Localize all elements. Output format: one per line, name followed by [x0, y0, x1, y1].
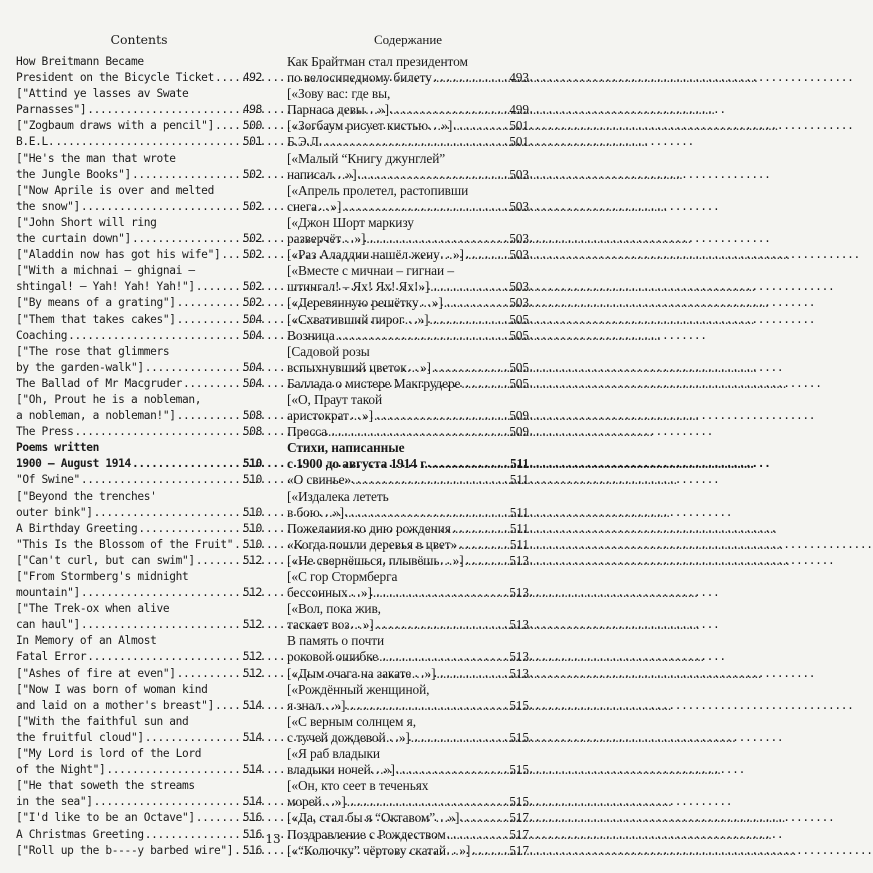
toc-entry-title-line: [«Зогбаум рисует кистью…»]: [287, 118, 453, 134]
toc-page-number: 511: [509, 456, 529, 472]
toc-page-number: 499: [509, 102, 529, 118]
toc-page-number: 512: [242, 586, 262, 600]
toc-entry-title-line: the fruitful cloud"]: [16, 730, 144, 744]
toc-entry: [16, 295, 262, 311]
toc-entry-title-line: вспыхнувший цветок…»]: [287, 359, 431, 375]
toc-page-number: 502: [242, 167, 262, 181]
dot-leader: [453, 118, 508, 134]
dot-leader: [55, 134, 242, 150]
toc-page-number: 500: [242, 119, 262, 133]
toc-entry-title-line: ["My Lord is lord of the Lord: [16, 747, 202, 761]
toc-entry: [287, 424, 529, 440]
toc-entry: [287, 778, 529, 810]
toc-entry-title-line: outer bink"]: [16, 505, 93, 519]
dot-leader: [374, 408, 508, 424]
toc-entry: [287, 537, 529, 553]
toc-entry: [287, 569, 529, 601]
toc-entry-title-line: Fatal Error: [16, 650, 87, 664]
dot-leader: [94, 505, 242, 521]
toc-page-number: 503: [509, 279, 529, 295]
toc-page-number: 503: [509, 198, 529, 214]
toc-page-number: 504: [242, 328, 262, 342]
toc-entry-title-line: ["Ashes of fire at even"]: [16, 666, 176, 680]
toc-entry: [16, 183, 262, 215]
toc-entry-title-line: A Birthday Greeting: [16, 521, 138, 535]
toc-entry-title-line: Пожелания ко дню рождения: [287, 520, 451, 536]
toc-entry: [287, 151, 529, 183]
toc-entry: [16, 215, 262, 247]
toc-entry-title-line: of the Night"]: [16, 763, 106, 777]
contents-column-english: [16, 30, 262, 859]
toc-entry: [287, 472, 529, 488]
toc-entry-title-line: с тучей дождевой…»]: [287, 729, 410, 745]
toc-page-number: 513: [509, 585, 529, 601]
toc-entry-title-line: ["By means of a grating"]: [16, 296, 176, 310]
toc-entry-title-line: ["The Trek-ox when alive: [16, 602, 170, 616]
toc-entry: [16, 472, 262, 488]
toc-page-number: 505: [509, 375, 529, 391]
toc-entry-title-line: and laid on a mother's breast"]: [16, 698, 214, 712]
toc-entry-title-line: Как Брайтман стал президентом: [287, 54, 468, 69]
toc-entry-title-line: by the garden-walk"]: [16, 360, 144, 374]
toc-entry-title-line: ["He's the man that wrote: [16, 151, 176, 165]
toc-entry-title-line: роковой ошибке: [287, 649, 379, 665]
dot-leader: [352, 472, 509, 488]
toc-entry-title-line: ["I'd like to be an Octave"]: [16, 811, 195, 825]
toc-entry-title-line: [«Он, кто сеет в теченьях: [287, 778, 429, 794]
dot-leader: [215, 70, 242, 86]
toc-entry-title-line: ["Now Aprile is over and melted: [16, 183, 214, 197]
toc-entry-title-line: Parnasses"]: [16, 103, 87, 117]
dot-leader: [177, 295, 242, 311]
toc-entry-title-line: ["He that soweth the streams: [16, 779, 195, 793]
toc-entry-title-line: ["Roll up the b----y barbed wire"]: [16, 843, 234, 857]
toc-entry-title-line: ["Them that takes cakes"]: [16, 312, 176, 326]
toc-entry-title-line: [«Схвативший пирог…»]: [287, 311, 429, 327]
toc-entry: [287, 312, 529, 328]
toc-entry: [16, 569, 262, 601]
toc-entry-title-line: Стихи, написанные: [287, 440, 405, 456]
toc-entry-title-line: The Press: [16, 425, 74, 439]
toc-entry-title-line: [«Вместе с мичнаи – гигнаи –: [287, 263, 454, 279]
toc-page-number: 511: [509, 536, 529, 552]
toc-entry-title-line: владыки ночей…»]: [287, 762, 395, 778]
toc-entry: [16, 778, 262, 810]
toc-entry-title-line: «О свинье»: [287, 472, 352, 488]
dot-leader: [87, 102, 242, 118]
dot-leader: [328, 424, 508, 440]
toc-page-number: 514: [242, 763, 262, 777]
toc-entry-title-line: [Садовой розы: [287, 343, 370, 359]
toc-page-number: 504: [242, 312, 262, 326]
toc-page-number: 516: [242, 843, 262, 857]
toc-entry-title-line: написал…»]: [287, 166, 357, 182]
toc-entry-title-line: The Ballad of Mr Macgruder: [16, 376, 183, 390]
toc-entry-title-line: Баллада о мистере Макгрудере: [287, 375, 461, 391]
toc-page-number: 493: [509, 70, 529, 86]
toc-entry-title-line: бессонных…»]: [287, 585, 372, 601]
toc-entry: [16, 810, 262, 826]
toc-entry-title-line: ["With a michnai – ghignai –: [16, 264, 195, 278]
toc-page-number: 508: [242, 409, 262, 423]
toc-entry-title-line: с 1900 до августа 1914 г.: [287, 456, 428, 472]
toc-entry-title-line: ["With the faithful sun and: [16, 714, 189, 728]
dot-leader: [432, 360, 508, 376]
toc-page-number: 501: [509, 134, 529, 150]
toc-entry-title-line: снега…»]: [287, 198, 342, 214]
toc-entry: [287, 810, 529, 826]
toc-page-number: 505: [509, 359, 529, 375]
toc-entry: [16, 328, 262, 344]
dot-leader: [74, 424, 241, 440]
toc-page-number: 502: [242, 232, 262, 246]
dot-leader: [346, 698, 508, 714]
dot-leader: [336, 328, 509, 344]
toc-page-number: 517: [509, 810, 529, 826]
toc-entry: [16, 666, 262, 682]
toc-page-number: 503: [509, 295, 529, 311]
page-number: 13: [265, 832, 281, 846]
toc-entry: [16, 263, 262, 295]
toc-page-number: 505: [509, 311, 529, 327]
toc-entry: [16, 118, 262, 134]
dot-leader: [345, 505, 509, 521]
dot-leader: [138, 521, 242, 537]
toc-entry: [287, 344, 529, 376]
toc-entry-title-line: [«Зову вас: где вы,: [287, 86, 391, 102]
toc-entry-title-line: [«О, Праут такой: [287, 391, 383, 407]
dot-leader: [145, 360, 242, 376]
dot-leader: [358, 167, 509, 183]
toc-entry-title-line: аристократ…»]: [287, 408, 374, 424]
toc-page-number: 492: [242, 71, 262, 85]
toc-entry: [16, 746, 262, 778]
dot-leader: [132, 231, 242, 247]
toc-entry: [16, 392, 262, 424]
dot-leader: [81, 472, 242, 488]
toc-page-number: 510: [242, 457, 262, 471]
toc-page-number: 503: [509, 231, 529, 247]
dot-leader: [429, 456, 509, 472]
toc-page-number: 513: [509, 617, 529, 633]
toc-entry: [16, 424, 262, 440]
toc-entry: [16, 553, 262, 569]
toc-entry-title-line: [«Рождённый женщиной,: [287, 681, 430, 697]
dot-leader: [347, 794, 508, 810]
toc-entry: [287, 376, 529, 392]
toc-page-number: 514: [242, 730, 262, 744]
toc-entry-title-line: B.E.L.: [16, 135, 55, 149]
entry-list: [16, 54, 262, 859]
toc-page-number: 514: [242, 795, 262, 809]
toc-entry: [287, 746, 529, 778]
toc-page-number: 503: [509, 247, 529, 263]
dot-leader: [366, 231, 508, 247]
toc-entry-title-line: [«Апрель пролетел, растопивши: [287, 182, 469, 198]
toc-entry: [287, 682, 529, 714]
toc-entry-title-line: ["Oh, Prout he is a nobleman,: [16, 392, 202, 406]
dot-leader: [461, 376, 508, 392]
toc-page-number: 512: [242, 666, 262, 680]
toc-entry-title-line: [«С гор Стормберга: [287, 569, 398, 584]
dot-leader: [196, 810, 242, 826]
dot-leader: [323, 134, 508, 150]
toc-entry-title-line: ["Now I was born of woman kind: [16, 682, 208, 696]
toc-page-number: 502: [242, 280, 262, 294]
toc-entry-title-line: [«Вол, пока жив,: [287, 601, 381, 617]
toc-entry: [287, 633, 529, 665]
toc-entry: [16, 489, 262, 521]
dot-leader: [196, 553, 242, 569]
dot-leader: [465, 553, 509, 569]
toc-entry-title-line: [«“Колючку” чёртову скатай…»]: [287, 842, 471, 858]
toc-entry-title-line: [«Раз Аладдин нашёл жену…»]: [287, 247, 464, 263]
toc-entry: [16, 151, 262, 183]
toc-page-number: 510: [242, 505, 262, 519]
contents-heading: Contents: [110, 32, 168, 47]
dot-leader: [444, 295, 508, 311]
dot-leader: [375, 617, 509, 633]
toc-entry-title-line: ["From Stormberg's midnight: [16, 570, 189, 583]
dot-leader: [433, 70, 508, 86]
entry-list: [287, 54, 529, 859]
dot-leader: [81, 585, 242, 601]
toc-entry: [287, 183, 529, 215]
dot-leader: [234, 537, 242, 553]
toc-entry: [287, 247, 529, 263]
toc-entry: [16, 312, 262, 328]
toc-page-number: 513: [509, 649, 529, 665]
toc-entry-title-line: [«Не свернёшься, плывёшь…»]: [287, 552, 464, 568]
toc-entry-title-line: [«Я раб владыки: [287, 746, 380, 762]
dot-leader: [106, 762, 241, 778]
dot-leader: [215, 698, 242, 714]
dot-leader: [430, 279, 508, 295]
toc-entry: [287, 295, 529, 311]
toc-page-number: 517: [509, 826, 529, 842]
toc-page-number: 516: [242, 811, 262, 825]
toc-entry-title-line: the snow"]: [16, 199, 80, 213]
toc-page-number: 502: [242, 199, 262, 213]
toc-entry: [287, 440, 529, 472]
toc-page-number: 498: [242, 103, 262, 117]
dot-leader: [215, 118, 242, 134]
toc-entry-title-line: ["Zogbaum draws with a pencil"]: [16, 119, 214, 133]
toc-entry-title-line: Поздравление с Рождеством: [287, 826, 446, 842]
toc-entry: [287, 392, 529, 424]
dot-leader: [430, 312, 509, 328]
toc-entry-title-line: ["Can't curl, but can swim"]: [16, 553, 195, 567]
toc-page-number: 511: [509, 504, 529, 520]
toc-page-number: 513: [509, 665, 529, 681]
toc-entry-title-line: ["John Short will ring: [16, 215, 157, 229]
toc-entry-title-line: Coaching: [16, 328, 68, 342]
toc-entry-title-line: Б.Э.Л.: [287, 134, 323, 150]
toc-entry: [16, 440, 262, 472]
dot-leader: [81, 617, 242, 633]
toc-entry: [16, 247, 262, 263]
toc-entry-title-line: Poems written: [16, 441, 100, 455]
toc-entry-title-line: я знал…»]: [287, 697, 346, 713]
toc-entry: [287, 263, 529, 295]
dot-leader: [177, 312, 242, 328]
toc-page-number: 504: [242, 360, 262, 374]
toc-entry: [16, 714, 262, 746]
toc-entry: [16, 521, 262, 537]
toc-entry-title-line: the curtain down"]: [16, 232, 131, 246]
dot-leader: [68, 328, 242, 344]
toc-entry-title-line: таскает воз…»]: [287, 617, 374, 633]
toc-page-number: 502: [242, 248, 262, 262]
dot-leader: [87, 649, 242, 665]
dot-leader: [460, 810, 508, 826]
toc-entry: [16, 601, 262, 633]
contents-column-russian: [287, 30, 529, 859]
toc-entry-title-line: [«Деревянную решётку…»]: [287, 295, 443, 311]
toc-entry: [16, 633, 262, 665]
toc-entry: [287, 666, 529, 682]
toc-page-number: 511: [509, 472, 529, 488]
toc-entry-title-line: [«С верным солнцем я,: [287, 713, 416, 729]
dot-leader: [177, 408, 242, 424]
toc-entry: [16, 376, 262, 392]
toc-entry-title-line: shtingal! – Yah! Yah! Yah!"]: [16, 280, 195, 294]
toc-entry-title-line: [«Дым очага на закате…»]: [287, 665, 436, 681]
toc-page-number: 501: [242, 135, 262, 149]
toc-entry-title-line: "Of Swine": [16, 473, 80, 487]
toc-entry-title-line: ["Aladdin now has got his wife"]: [16, 248, 221, 262]
toc-entry-title-line: в бою…»]: [287, 504, 344, 520]
toc-entry-title-line: President on the Bicycle Ticket: [16, 71, 214, 85]
toc-entry-title-line: "This Is the Blossom of the Fruit": [16, 537, 234, 551]
toc-entry: [287, 714, 529, 746]
toc-page-number: 510: [242, 537, 262, 551]
toc-entry-title-line: a nobleman, a nobleman!"]: [16, 409, 176, 423]
dot-leader: [132, 167, 242, 183]
toc-entry-title-line: How Breitmann Became: [16, 55, 144, 68]
toc-entry-title-line: по велосипедному билету: [287, 70, 432, 86]
toc-page-number: 516: [242, 827, 262, 841]
toc-page-number: 510: [242, 521, 262, 535]
dot-leader: [396, 762, 508, 778]
toc-entry-title-line: Возница: [287, 327, 335, 343]
toc-entry: [16, 682, 262, 714]
toc-entry-title-line: [«Малый “Книгу джунглей”: [287, 150, 446, 166]
toc-entry: [287, 553, 529, 569]
toc-entry: [287, 601, 529, 633]
toc-entry-title-line: штингал! – Ях! Ях! Ях!»]: [287, 279, 430, 295]
toc-page-number: 514: [242, 698, 262, 712]
toc-entry-title-line: A Christmas Greeting: [16, 827, 144, 841]
toc-entry: [16, 344, 262, 376]
toc-entry-title-line: В память о почти: [287, 633, 385, 649]
toc-entry-title-line: «Когда пошли деревья в цвет»: [287, 536, 458, 552]
toc-entry: [287, 118, 529, 134]
dot-leader: [458, 537, 509, 553]
toc-page-number: 515: [509, 794, 529, 810]
toc-entry-title-line: ["The rose that glimmers: [16, 344, 170, 358]
toc-page-number: 509: [509, 424, 529, 440]
dot-leader: [465, 247, 508, 263]
toc-entry-title-line: in the sea"]: [16, 795, 93, 809]
toc-page-number: 512: [242, 553, 262, 567]
dot-leader: [373, 585, 508, 601]
toc-page-number: 502: [242, 296, 262, 310]
toc-entry: [287, 521, 529, 537]
dot-leader: [390, 102, 508, 118]
dot-leader: [221, 247, 241, 263]
toc-page-number: 512: [242, 618, 262, 632]
toc-page-number: 511: [509, 520, 529, 536]
toc-page-number: 510: [242, 473, 262, 487]
dot-leader: [452, 521, 509, 537]
dot-leader: [81, 199, 242, 215]
dot-leader: [177, 666, 242, 682]
toc-page-number: 513: [509, 552, 529, 568]
toc-entry-title-line: ["Attind ye lasses av Swate: [16, 87, 189, 101]
toc-page-number: 517: [509, 842, 529, 858]
toc-entry-title-line: [«Издалека лететь: [287, 488, 389, 504]
toc-entry: [287, 54, 529, 86]
toc-entry: [287, 86, 529, 118]
toc-page-number: 505: [509, 327, 529, 343]
toc-entry: [16, 54, 262, 86]
dot-leader: [94, 794, 242, 810]
toc-entry-title-line: the Jungle Books"]: [16, 167, 131, 181]
contents-heading-russian: Содержание: [373, 32, 443, 47]
dot-leader: [183, 376, 242, 392]
toc-page-number: 504: [242, 376, 262, 390]
toc-entry-title-line: In Memory of an Almost: [16, 634, 157, 648]
toc-page-number: 515: [509, 729, 529, 745]
toc-entry-title-line: mountain"]: [16, 586, 80, 600]
toc-entry-title-line: разверчёт…»]: [287, 231, 366, 247]
dot-leader: [411, 730, 508, 746]
toc-page-number: 501: [509, 118, 529, 134]
toc-page-number: 512: [242, 650, 262, 664]
toc-entry-title-line: Пресса: [287, 424, 328, 440]
toc-entry-title-line: ["Beyond the trenches': [16, 489, 157, 503]
toc-entry-title-line: Парнаса девы…»]: [287, 102, 389, 118]
toc-entry: [287, 215, 529, 247]
toc-entry: [16, 134, 262, 150]
toc-page-number: 509: [509, 408, 529, 424]
dot-leader: [196, 279, 242, 295]
toc-entry-title-line: [«Джон Шорт маркизу: [287, 214, 414, 230]
toc-entry: [16, 537, 262, 553]
dot-leader: [132, 456, 242, 472]
toc-entry-title-line: [«Да, стал бы я “Октавом”…»]: [287, 810, 460, 826]
toc-page-number: 515: [509, 762, 529, 778]
dot-leader: [145, 730, 242, 746]
dot-leader: [379, 649, 508, 665]
toc-page-number: 503: [509, 166, 529, 182]
dot-leader: [342, 199, 508, 215]
toc-entry-title-line: морей…»]: [287, 794, 346, 810]
dot-leader: [436, 666, 508, 682]
toc-entry: [287, 328, 529, 344]
toc-entry: [287, 489, 529, 521]
toc-entry: [287, 134, 529, 150]
toc-page-number: 515: [509, 697, 529, 713]
toc-page-number: 508: [242, 425, 262, 439]
toc-entry-title-line: 1900 – August 1914: [16, 457, 131, 471]
toc-entry: [16, 86, 262, 118]
toc-entry-title-line: can haul"]: [16, 618, 80, 632]
